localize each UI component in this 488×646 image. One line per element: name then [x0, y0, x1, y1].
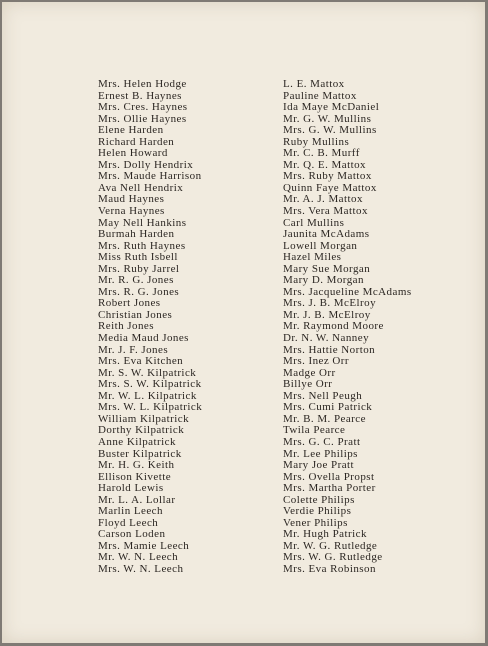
name-entry: Harold Lewis — [98, 482, 164, 495]
name-entry: Mrs. Vera Mattox — [283, 205, 368, 218]
name-entry: Christian Jones — [98, 308, 173, 321]
name-entry: Floyd Leech — [98, 516, 159, 529]
name-entry: Mr. J. F. Jones — [98, 343, 169, 356]
name-entry: Anne Kilpatrick — [98, 435, 176, 448]
name-entry: Elene Harden — [98, 124, 164, 137]
name-entry: Quinn Faye Mattox — [283, 181, 377, 194]
name-entry: Mrs. Mamie Leech — [98, 539, 190, 552]
name-entry: Mrs. S. W. Kilpatrick — [98, 378, 202, 391]
name-entry: Marlin Leech — [98, 505, 163, 518]
name-entry: Mr. G. W. Mullins — [283, 112, 372, 125]
name-entry: Mrs. Ollie Haynes — [98, 112, 187, 125]
name-entry: Mr. W. N. Leech — [98, 551, 179, 564]
name-entry: Mrs. Jacqueline McAdams — [283, 285, 412, 298]
name-entry: Mr. H. G. Keith — [98, 459, 175, 472]
name-entry: Verdie Philips — [283, 505, 352, 518]
name-entry: Ellison Kivette — [98, 470, 172, 483]
name-entry: Lowell Morgan — [283, 239, 358, 252]
name-entry: Carson Loden — [98, 528, 166, 541]
name-entry: Hazel Miles — [283, 251, 342, 264]
name-entry: Mr. L. A. Lollar — [98, 493, 176, 506]
name-entry: Mrs. Helen Hodge — [98, 78, 187, 90]
name-entry: Reith Jones — [98, 320, 154, 333]
name-entry: Mrs. J. B. McElroy — [283, 297, 377, 310]
name-entry: Mr. Hugh Patrick — [283, 528, 367, 541]
name-entry: Dr. N. W. Nanney — [283, 332, 370, 345]
name-entry: Burmah Harden — [98, 228, 175, 241]
name-entry: Mr. B. M. Pearce — [283, 412, 366, 425]
name-entry: Madge Orr — [283, 366, 336, 379]
name-entry: Ruby Mullins — [283, 135, 350, 148]
name-entry: Maud Haynes — [98, 193, 165, 206]
name-entry: Mr. Raymond Moore — [283, 320, 384, 333]
name-entry: Billye Orr — [283, 378, 333, 391]
name-entry: Richard Harden — [98, 135, 175, 148]
name-entry: Vener Philips — [283, 516, 348, 529]
name-entry: Ida Maye McDaniel — [283, 101, 380, 114]
names-column-left — [98, 79, 202, 576]
name-entry: Mrs. Eva Robinson — [283, 562, 376, 575]
name-entry: May Nell Hankins — [98, 216, 187, 229]
name-entry: Ernest B. Haynes — [98, 89, 182, 102]
name-entry: Robert Jones — [98, 297, 161, 310]
name-entry: Mrs. Ruth Haynes — [98, 239, 186, 252]
name-entry: Mrs. W. G. Rutledge — [283, 551, 383, 564]
name-entry: William Kilpatrick — [98, 412, 190, 425]
name-entry: Mrs. Cumi Patrick — [283, 401, 373, 414]
name-entry: Mrs. Eva Kitchen — [98, 355, 184, 368]
name-entry: Dorthy Kilpatrick — [98, 424, 185, 437]
name-entry: L. E. Mattox — [283, 78, 345, 90]
name-entry: Miss Ruth Isbell — [98, 251, 178, 264]
name-entry: Helen Howard — [98, 147, 168, 160]
name-entry: Mrs. W. L. Kilpatrick — [98, 401, 203, 414]
name-entry: Mr. Q. E. Mattox — [283, 158, 366, 171]
name-entry: Jaunita McAdams — [283, 228, 370, 241]
name-entry: Mrs. Cres. Haynes — [98, 101, 188, 114]
name-entry: Mary Sue Morgan — [283, 262, 371, 275]
name-entry: Buster Kilpatrick — [98, 447, 182, 460]
names-column-right — [283, 79, 412, 576]
name-entry: Mr. R. G. Jones — [98, 274, 174, 287]
name-entry: Mr. W. G. Rutledge — [283, 539, 378, 552]
name-entry: Mrs. W. N. Leech — [98, 562, 184, 575]
name-entry: Mrs. Ovella Propst — [283, 470, 375, 483]
name-entry: Twila Pearce — [283, 424, 346, 437]
name-entry: Media Maud Jones — [98, 332, 189, 345]
name-entry: Mr. J. B. McElroy — [283, 308, 371, 321]
name-entry: Pauline Mattox — [283, 89, 357, 102]
name-entry: Mr. A. J. Mattox — [283, 193, 363, 206]
name-entry: Ava Nell Hendrix — [98, 181, 184, 194]
name-entry: Mrs. Maude Harrison — [98, 170, 202, 183]
name-entry: Mr. S. W. Kilpatrick — [98, 366, 197, 379]
name-entry: Mr. C. B. Murff — [283, 147, 360, 160]
name-entry: Mrs. Ruby Jarrel — [98, 262, 180, 275]
document-page — [2, 2, 485, 643]
name-entry: Mr. W. L. Kilpatrick — [98, 389, 197, 402]
name-entry: Mrs. G. C. Pratt — [283, 435, 361, 448]
name-entry: Mary Joe Pratt — [283, 459, 355, 472]
name-entry: Carl Mullins — [283, 216, 345, 229]
name-entry: Mrs. Nell Peugh — [283, 389, 363, 402]
name-entry: Mrs. R. G. Jones — [98, 285, 180, 298]
name-entry: Colette Philips — [283, 493, 355, 506]
name-entry: Mrs. Ruby Mattox — [283, 170, 372, 183]
name-entry: Mr. Lee Philips — [283, 447, 358, 460]
name-entry: Mrs. G. W. Mullins — [283, 124, 377, 137]
name-entry: Mrs. Hattie Norton — [283, 343, 376, 356]
name-entry: Mrs. Inez Orr — [283, 355, 350, 368]
name-entry: Mary D. Morgan — [283, 274, 364, 287]
name-entry: Mrs. Martha Porter — [283, 482, 376, 495]
name-entry: Mrs. Dolly Hendrix — [98, 158, 194, 171]
name-entry: Verna Haynes — [98, 205, 165, 218]
